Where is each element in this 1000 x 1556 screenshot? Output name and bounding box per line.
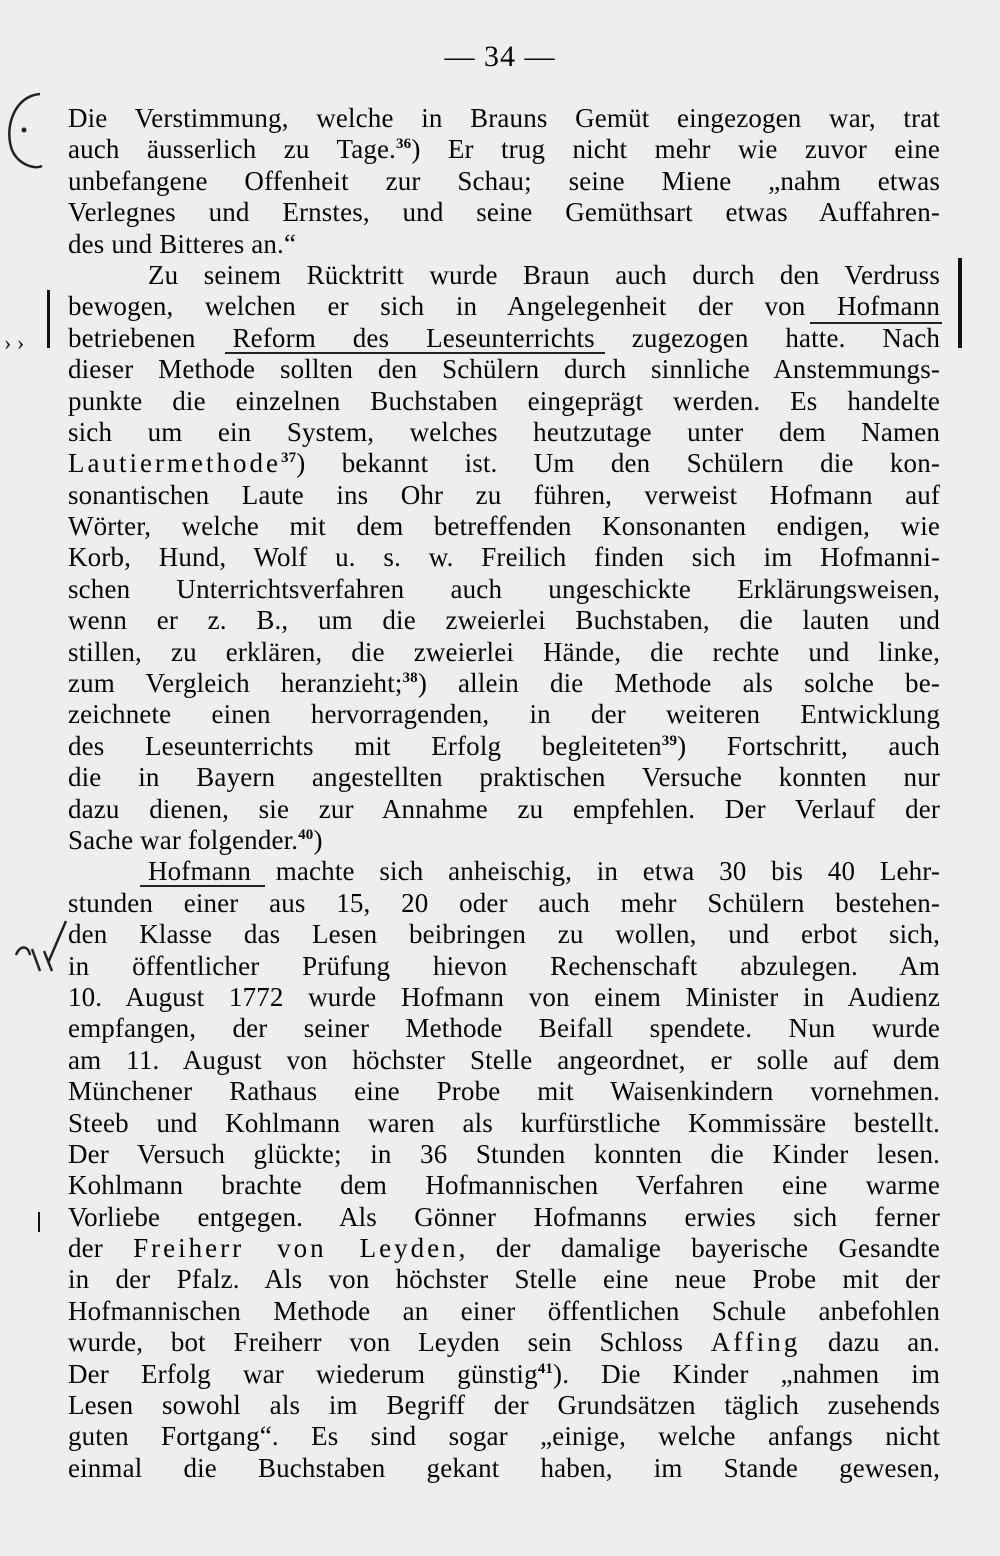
text-line <box>68 1421 940 1452</box>
text-span: Affing <box>710 1327 801 1358</box>
text-span: Steeb und Kohlmann waren als kurfürstliche Kommissäre bestellt. <box>68 1107 940 1138</box>
text-line <box>68 103 940 134</box>
text-span: die in Bayern angestellten praktischen Versuche konnten nur <box>68 762 940 793</box>
text-line <box>68 888 940 919</box>
text-span: des und Bitteres an.“ <box>68 228 297 259</box>
page-number: — 34 — <box>444 40 556 73</box>
text-span: sich um ein System, welches heutzutage unter dem Namen <box>68 416 940 447</box>
text-span: ) allein die Methode als solche be- <box>417 668 940 699</box>
text-span: , der damalige bayerische Gesandte <box>458 1233 940 1264</box>
text-line <box>68 1202 940 1233</box>
text-span: Der Erfolg war wiederum günstig <box>68 1358 538 1389</box>
text-span: Münchener Rathaus eine Probe mit Waisenkindern vornehmen. <box>68 1076 940 1107</box>
text-span: Zu seinem Rücktritt wurde Braun auch durch den Verdruss <box>148 259 940 290</box>
text-span: ) <box>313 824 323 855</box>
text-line <box>68 1390 940 1421</box>
text-span: dazu dienen, sie zur Annahme zu empfehlen. Der Verlauf der <box>68 793 940 824</box>
text-span: sonantischen Laute ins Ohr zu führen, verweist Hofmann auf <box>68 479 940 510</box>
text-span: der <box>68 1233 134 1264</box>
text-span: den Klasse das Lesen beibringen zu wollen, und erbot sich, <box>68 919 940 950</box>
text-span: des Leseunterrichts mit Erfolg begleiteten <box>68 730 662 761</box>
text-line <box>68 668 940 699</box>
text-span: guten Fortgang“. Es sind sogar „einige, welche anfangs nicht <box>68 1421 940 1452</box>
text-span: 10. August 1772 wurde Hofmann von einem Minister in Audienz <box>68 981 940 1012</box>
pencil-underline <box>225 352 605 354</box>
text-span: Freiherr von Leyden <box>133 1233 459 1264</box>
text-line <box>68 699 940 730</box>
text-span: ) bekannt ist. Um den Schülern die kon- <box>296 448 940 479</box>
text-line <box>68 1013 940 1044</box>
text-span: auch äusserlich zu Tage. <box>68 134 397 165</box>
text-span: in öffentlicher Prüfung hievon Rechenschaft abzulegen. Am <box>68 950 940 981</box>
text-span: Lesen sowohl als im Begriff der Grundsätzen täglich zusehends <box>68 1390 940 1421</box>
text-span: punkte die einzelnen Buchstaben eingeprägt werden. Es handelte <box>68 385 940 416</box>
text-span: Sache war folgender. <box>68 824 299 855</box>
text-line <box>68 731 940 762</box>
text-span: Korb, Hund, Wolf u. s. w. Freilich finden sich im Hofmanni- <box>68 542 940 573</box>
text-span: Hofmann machte sich anheischig, in etwa 30 bis 40 Lehr- <box>148 856 940 887</box>
text-line <box>68 1453 940 1484</box>
text-line <box>68 825 940 856</box>
text-line <box>68 1233 940 1264</box>
text-line <box>68 448 940 479</box>
text-span: unbefangene Offenheit zur Schau; seine Miene „nahm etwas <box>68 165 940 196</box>
text-line <box>68 511 940 542</box>
margin-line-mark <box>38 1212 40 1232</box>
text-span: zeichnete einen hervorragenden, in der weiteren Entwicklung <box>68 699 940 730</box>
text-line <box>68 291 940 322</box>
text-line <box>68 386 940 417</box>
footnote-ref: 40 <box>298 826 314 843</box>
text-line <box>68 480 940 511</box>
text-line <box>68 260 940 291</box>
text-line <box>68 951 940 982</box>
text-line <box>68 982 940 1013</box>
footnote-ref: 41 <box>537 1360 554 1377</box>
footnote-ref: 37 <box>280 450 297 467</box>
text-line <box>68 637 940 668</box>
text-line <box>68 323 940 354</box>
text-span: bewogen, welchen er sich in Angelegenheit der von Hofmann <box>68 291 940 322</box>
text-line <box>68 542 940 573</box>
text-line <box>68 354 940 385</box>
text-span: Kohlmann brachte dem Hofmannischen Verfahren eine warme <box>68 1170 940 1201</box>
text-line <box>68 856 940 887</box>
text-span: dazu an. <box>800 1327 940 1358</box>
margin-line-mark <box>47 290 50 348</box>
text-line <box>68 919 940 950</box>
text-line <box>68 1108 940 1139</box>
text-span: wenn er z. B., um die zweierlei Buchstaben, die lauten und <box>68 605 940 636</box>
text-line <box>68 166 940 197</box>
text-span: ). Die Kinder „nahmen im <box>553 1358 940 1389</box>
text-span: wurde, bot Freiherr von Leyden sein Schloss <box>68 1327 711 1358</box>
text-span: am 11. August von höchster Stelle angeordnet, er solle auf dem <box>68 1044 940 1075</box>
text-span: Hofmannischen Methode an einer öffentlichen Schule anbefohlen <box>68 1295 940 1326</box>
text-line <box>68 1296 940 1327</box>
footnote-ref: 38 <box>402 670 418 687</box>
text-span: Verlegnes und Ernstes, und seine Gemüthsart etwas Auffahren- <box>68 197 940 228</box>
text-span: ) Fortschritt, auch <box>677 730 940 761</box>
text-line <box>68 229 940 260</box>
text-span: ) Er trug nicht mehr wie zuvor eine <box>411 134 940 165</box>
text-span: schen Unterrichtsverfahren auch ungeschickte Erklärungsweisen, <box>68 573 940 604</box>
text-line <box>68 197 940 228</box>
text-span: Lautiermethode <box>68 448 281 479</box>
pencil-underline <box>810 322 942 324</box>
text-line <box>68 574 940 605</box>
footnote-ref: 36 <box>396 136 412 153</box>
text-span: Der Versuch glückte; in 36 Stunden konnten die Kinder lesen. <box>68 1138 940 1169</box>
footnote-ref: 39 <box>661 732 678 749</box>
text-line <box>68 1139 940 1170</box>
margin-line-mark <box>958 258 962 348</box>
text-span: dieser Methode sollten den Schülern durch sinnliche Anstemmungs- <box>68 354 940 385</box>
text-span: zum Vergleich heranzieht; <box>68 668 403 699</box>
text-span: einmal die Buchstaben gekant haben, im Stande gewesen, <box>68 1452 940 1483</box>
margin-pencil-mark <box>10 915 70 975</box>
text-line <box>68 794 940 825</box>
text-span: betriebenen Reform des Leseunterrichts zugezogen hatte. Nach <box>68 322 940 353</box>
text-line <box>68 1359 940 1390</box>
pencil-underline <box>140 885 265 887</box>
text-span: Vorliebe entgegen. Als Gönner Hofmanns erwies sich ferner <box>68 1201 940 1232</box>
text-line <box>68 1045 940 1076</box>
text-line <box>68 134 940 165</box>
text-line <box>68 762 940 793</box>
text-span: in der Pfalz. Als von höchster Stelle eine neue Probe mit der <box>68 1264 940 1295</box>
margin-pencil-mark <box>0 88 45 178</box>
text-span: Die Verstimmung, welche in Brauns Gemüt eingezogen war, trat <box>68 103 940 133</box>
text-line <box>68 1076 940 1107</box>
text-line <box>68 605 940 636</box>
text-span: Wörter, welche mit dem betreffenden Konsonanten endigen, wie <box>68 511 940 542</box>
text-line <box>68 1327 940 1358</box>
text-span: stillen, zu erklären, die zweierlei Hände, die rechte und linke, <box>68 636 940 667</box>
margin-pencil-mark: › › <box>4 330 25 355</box>
text-span: empfangen, der seiner Methode Beifall spendete. Nun wurde <box>68 1013 940 1044</box>
text-span: stunden einer aus 15, 20 oder auch mehr Schülern bestehen- <box>68 887 940 918</box>
text-line <box>68 1264 940 1295</box>
text-line <box>68 1170 940 1201</box>
body-text <box>68 103 940 1484</box>
text-line <box>68 417 940 448</box>
